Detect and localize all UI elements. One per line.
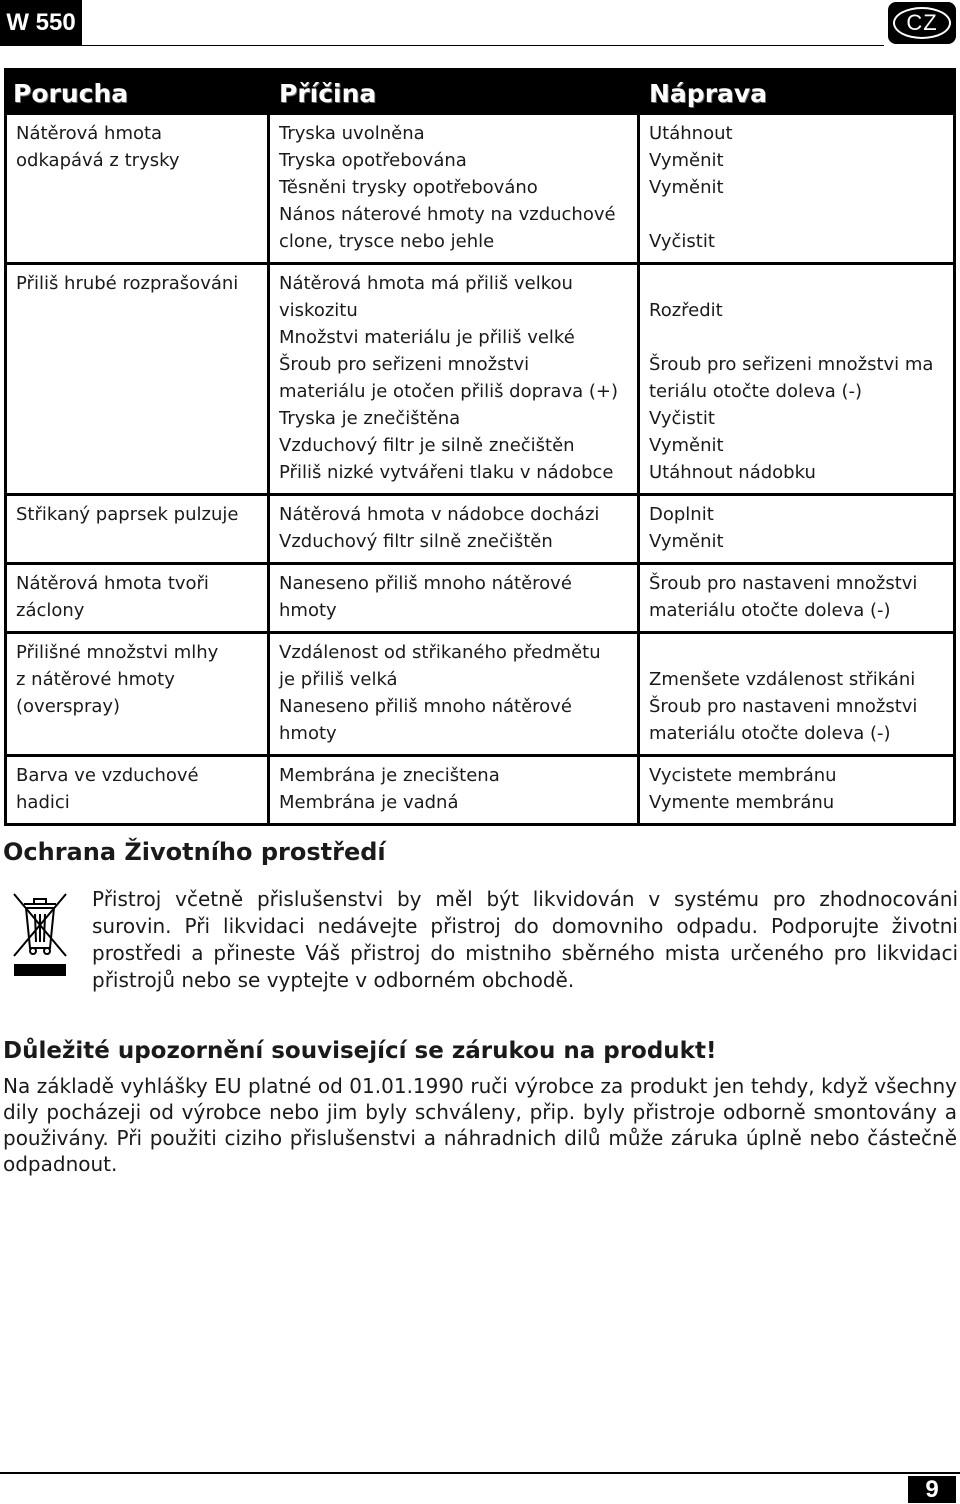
- warranty-title: Důležité upozornění související se zárukou na produkt!: [3, 1038, 717, 1064]
- fault-line: Barva ve vzduchové: [16, 765, 199, 786]
- remedy-line: Zmenšete vzdálenost střikáni: [649, 669, 916, 690]
- header-fault: Porucha: [4, 68, 270, 115]
- remedy-line: Vymente membránu: [649, 792, 835, 813]
- remedy-line: Vyčistit: [649, 231, 715, 252]
- table-header-row: [4, 68, 956, 115]
- cause-line: Vzduchový filtr silně znečištěn: [279, 531, 553, 552]
- cause-line: Nátěrová hmota má přiliš velkou: [279, 273, 573, 294]
- table-row: [4, 115, 956, 265]
- language-code: CZ: [893, 7, 951, 39]
- header-rule: [82, 45, 884, 46]
- cause-line: Membrána je znecištena: [279, 765, 500, 786]
- remedy-line: Vycistete membránu: [649, 765, 837, 786]
- remedy-line: [649, 201, 944, 228]
- fault-line: z nátěrové hmoty: [16, 669, 175, 690]
- table-cell-fault: [4, 634, 270, 757]
- footer-rule: [0, 1472, 960, 1474]
- remedy-line: Vyměnit: [649, 177, 724, 198]
- table-cell-cause: [270, 496, 640, 565]
- table-cell-remedy: [640, 634, 956, 757]
- warranty-text: Na základě vyhlášky EU platné od 01.01.1990 ruči výrobce za produkt jen tehdy, když všechny dily pocházeji od výrobce nebo jim byly schváleny, přip. byly přistroje odborně smontovány a použivány. Při použiti ciziho přislušenstvi a náhradnich dilů může záruka úplně nebo částečně odpadnout.: [3, 1074, 957, 1176]
- remedy-line: [649, 270, 944, 297]
- table-cell-cause: [270, 115, 640, 265]
- environment-text: Přistroj včetně přislušenstvi by měl být likvidován v systému pro zhodnocováni surovin. Při likvidaci nedávejte přistroj do domovniho odpadu. Podporujte životni prostředi a přineste Váš přistroj do mistniho sběrného mista určeného pro likvidaci přistrojů nebo se vyptejte v odborném obchodě.: [92, 887, 958, 992]
- remedy-line: [649, 639, 944, 666]
- table-cell-fault: [4, 496, 270, 565]
- remedy-line: Doplnit: [649, 504, 714, 525]
- table-cell-fault: [4, 757, 270, 826]
- table-cell-fault: [4, 565, 270, 634]
- header-remedy: Náprava: [640, 68, 956, 115]
- cause-line: clone, trysce nebo jehle: [279, 231, 495, 252]
- cause-line: viskozitu: [279, 300, 358, 321]
- cause-line: Nános náterové hmoty na vzduchové: [279, 204, 616, 225]
- cause-line: Nátěrová hmota v nádobce docházi: [279, 504, 600, 525]
- header-cause: Příčina: [270, 68, 640, 115]
- cause-line: Tryska uvolněna: [279, 123, 425, 144]
- environment-title: Ochrana Životního prostředí: [3, 838, 386, 866]
- remedy-line: materiálu otočte doleva (-): [649, 723, 891, 744]
- table-row: [4, 757, 956, 826]
- fault-line: záclony: [16, 600, 85, 621]
- page-number: 9: [908, 1476, 956, 1503]
- remedy-line: Vyměnit: [649, 435, 724, 456]
- table-cell-remedy: [640, 115, 956, 265]
- cause-line: Šroub pro seřizeni množstvi: [279, 354, 530, 375]
- table-row: [4, 634, 956, 757]
- table-cell-cause: [270, 565, 640, 634]
- table-row: [4, 496, 956, 565]
- language-badge: [888, 2, 956, 44]
- cause-line: Tryska je znečištěna: [279, 408, 461, 429]
- cause-line: Množstvi materiálu je přiliš velké: [279, 327, 575, 348]
- troubleshooting-table: [4, 68, 956, 826]
- table-cell-remedy: [640, 565, 956, 634]
- table-cell-remedy: [640, 265, 956, 496]
- table-cell-cause: [270, 634, 640, 757]
- model-label: W 550: [0, 0, 82, 46]
- table-body: [4, 115, 956, 826]
- cause-line: Naneseno přiliš mnoho nátěrové: [279, 573, 572, 594]
- remedy-line: Vyčistit: [649, 408, 715, 429]
- table-cell-remedy: [640, 496, 956, 565]
- cause-line: Těsněni trysky opotřebováno: [279, 177, 538, 198]
- remedy-line: Šroub pro nastaveni množstvi: [649, 573, 918, 594]
- remedy-line: materiálu otočte doleva (-): [649, 600, 891, 621]
- remedy-line: [649, 324, 944, 351]
- fault-line: hadici: [16, 792, 70, 813]
- remedy-line: Vyměnit: [649, 531, 724, 552]
- table-cell-remedy: [640, 757, 956, 826]
- table-cell-cause: [270, 757, 640, 826]
- table-cell-fault: [4, 115, 270, 265]
- cause-line: Vzdálenost od střikaného předmětu: [279, 642, 601, 663]
- cause-line: Tryska opotřebována: [279, 150, 467, 171]
- fault-line: odkapává z trysky: [16, 150, 180, 171]
- table-cell-cause: [270, 265, 640, 496]
- table-row: [4, 265, 956, 496]
- remedy-line: teriálu otočte doleva (-): [649, 381, 862, 402]
- fault-line: (overspray): [16, 696, 121, 717]
- cause-line: Naneseno přiliš mnoho nátěrové: [279, 696, 572, 717]
- fault-line: Nátěrová hmota: [16, 123, 163, 144]
- remedy-line: Utáhnout: [649, 123, 733, 144]
- fault-line: Přiliš hrubé rozprašováni: [16, 273, 239, 294]
- cause-line: Vzduchový filtr je silně znečištěn: [279, 435, 575, 456]
- cause-line: je přiliš velká: [279, 669, 398, 690]
- crossed-out-bin-icon: [10, 890, 70, 980]
- fault-line: Střikaný paprsek pulzuje: [16, 504, 239, 525]
- cause-line: Membrána je vadná: [279, 792, 459, 813]
- cause-line: hmoty: [279, 600, 337, 621]
- remedy-line: Vyměnit: [649, 150, 724, 171]
- cause-line: materiálu je otočen přiliš doprava (+): [279, 381, 618, 402]
- remedy-line: Utáhnout nádobku: [649, 462, 816, 483]
- table-row: [4, 565, 956, 634]
- remedy-line: Šroub pro seřizeni množstvi ma: [649, 354, 934, 375]
- table-cell-fault: [4, 265, 270, 496]
- remedy-line: Rozředit: [649, 300, 723, 321]
- cause-line: hmoty: [279, 723, 337, 744]
- fault-line: Nátěrová hmota tvoři: [16, 573, 209, 594]
- fault-line: Přilišné množstvi mlhy: [16, 642, 219, 663]
- remedy-line: Šroub pro nastaveni množstvi: [649, 696, 918, 717]
- cause-line: Přiliš nizké vytvářeni tlaku v nádobce: [279, 462, 614, 483]
